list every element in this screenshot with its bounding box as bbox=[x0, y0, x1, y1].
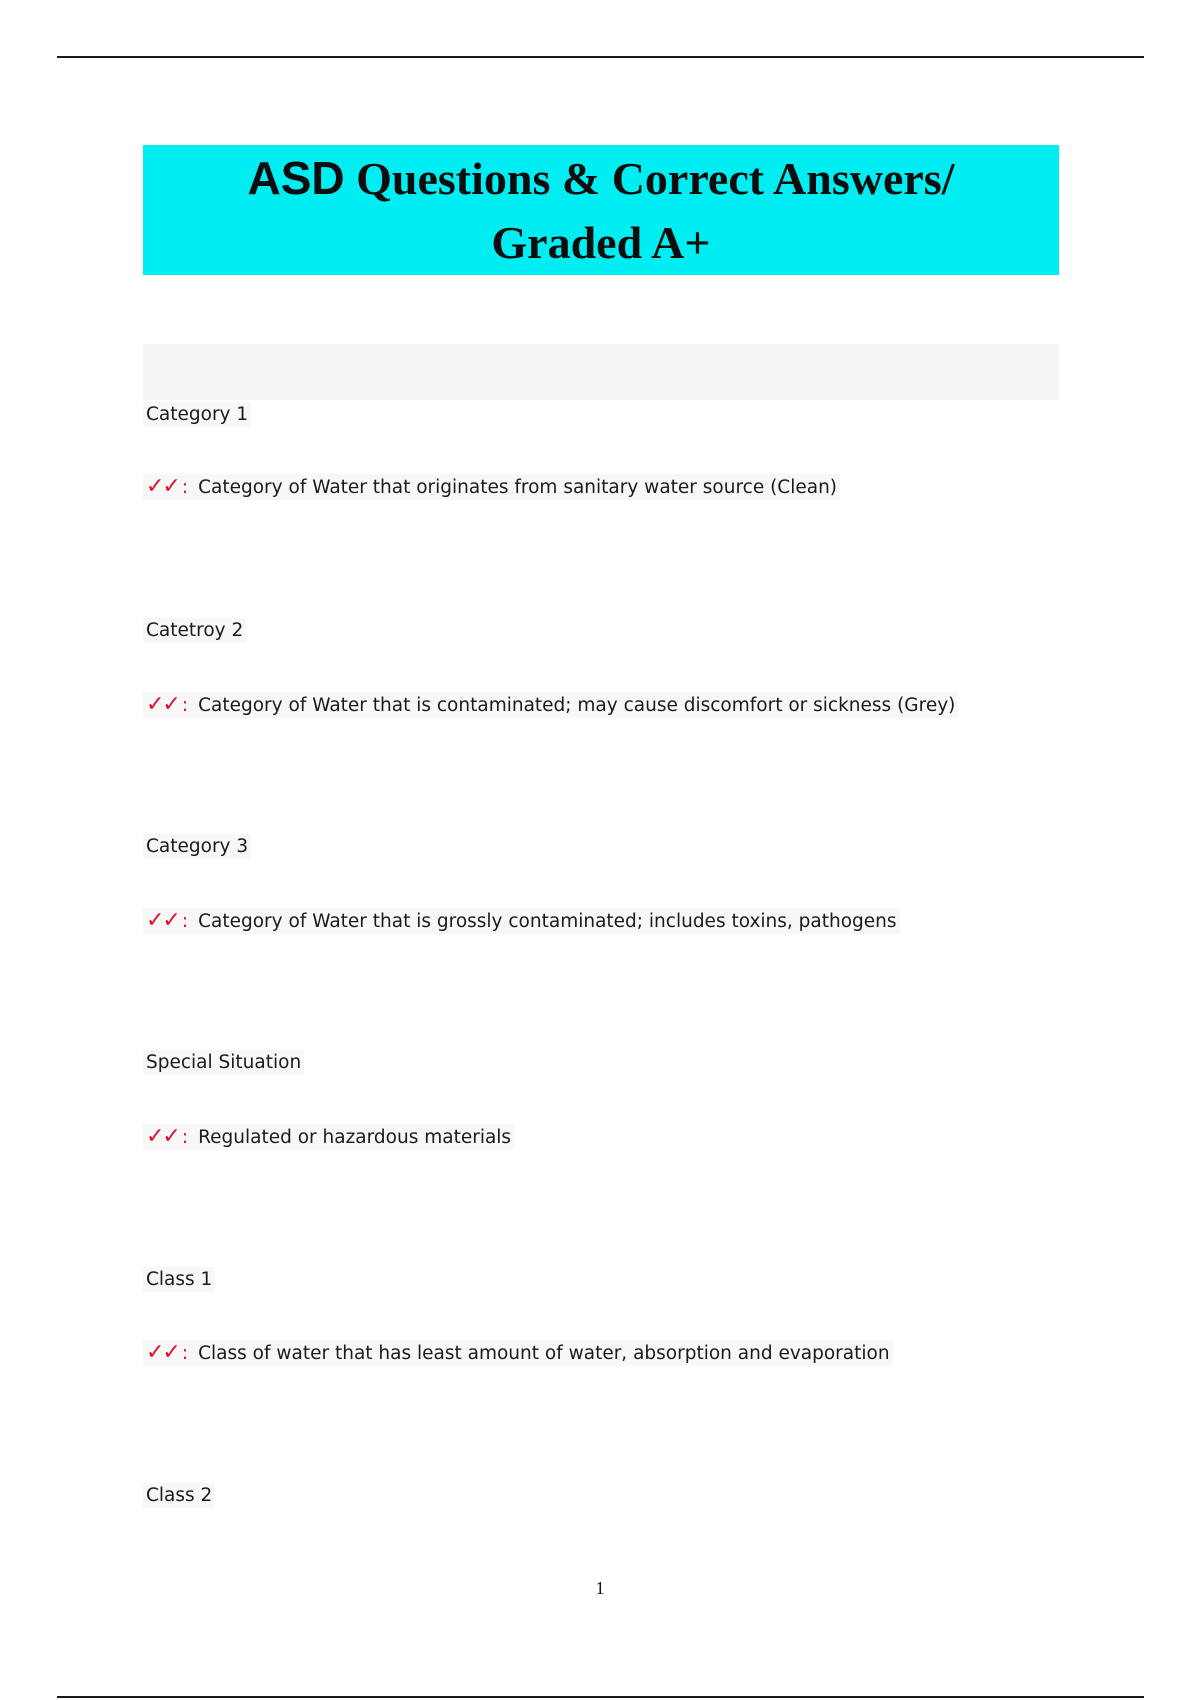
answer-row bbox=[143, 908, 900, 934]
question-text: Special Situation bbox=[143, 1050, 304, 1075]
answer-block bbox=[143, 474, 840, 500]
answer-separator: : bbox=[181, 1126, 189, 1148]
answer-row bbox=[143, 474, 840, 500]
question-block bbox=[143, 618, 246, 643]
answer-text: Category of Water that is grossly contaminated; includes toxins, pathogens bbox=[198, 910, 897, 932]
answer-separator: : bbox=[181, 1342, 189, 1364]
question-block bbox=[143, 402, 251, 427]
question-text: Category 3 bbox=[143, 834, 251, 859]
answer-text: Class of water that has least amount of water, absorption and evaporation bbox=[198, 1342, 890, 1364]
title-banner bbox=[143, 145, 1059, 275]
answer-block bbox=[143, 1340, 893, 1366]
answer-separator: : bbox=[181, 910, 189, 932]
question-text: Class 1 bbox=[143, 1267, 215, 1292]
answer-text: Category of Water that is contaminated; may cause discomfort or sickness (Grey) bbox=[198, 694, 956, 716]
answer-row bbox=[143, 1124, 514, 1150]
title-line-1 bbox=[248, 146, 955, 211]
answer-separator: : bbox=[181, 476, 189, 498]
double-check-icon: ✓✓ bbox=[146, 692, 179, 717]
question-block bbox=[143, 1267, 215, 1292]
header-rule bbox=[57, 56, 1144, 58]
question-text: Class 2 bbox=[143, 1483, 215, 1508]
question-text: Catetroy 2 bbox=[143, 618, 246, 643]
double-check-icon: ✓✓ bbox=[146, 474, 179, 499]
footer-rule bbox=[57, 1696, 1144, 1698]
question-block bbox=[143, 1050, 304, 1075]
answer-separator: : bbox=[181, 694, 189, 716]
double-check-icon: ✓✓ bbox=[146, 1340, 179, 1365]
title-line-2: Graded A+ bbox=[491, 216, 711, 268]
title-acronym: ASD bbox=[247, 151, 345, 204]
blank-shaded-row bbox=[143, 344, 1059, 400]
answer-text: Category of Water that originates from sanitary water source (Clean) bbox=[198, 476, 838, 498]
question-block bbox=[143, 834, 251, 859]
answer-block bbox=[143, 908, 900, 934]
question-text: Category 1 bbox=[143, 402, 251, 427]
answer-block bbox=[143, 1124, 514, 1150]
answer-text: Regulated or hazardous materials bbox=[198, 1126, 512, 1148]
page-number: 1 bbox=[595, 1578, 605, 1598]
question-block bbox=[143, 1483, 215, 1508]
title-text: Questions & Correct Answers/ bbox=[356, 152, 955, 204]
double-check-icon: ✓✓ bbox=[146, 908, 179, 933]
double-check-icon: ✓✓ bbox=[146, 1124, 179, 1149]
answer-block bbox=[143, 692, 958, 718]
answer-row bbox=[143, 1340, 893, 1366]
answer-row bbox=[143, 692, 958, 718]
